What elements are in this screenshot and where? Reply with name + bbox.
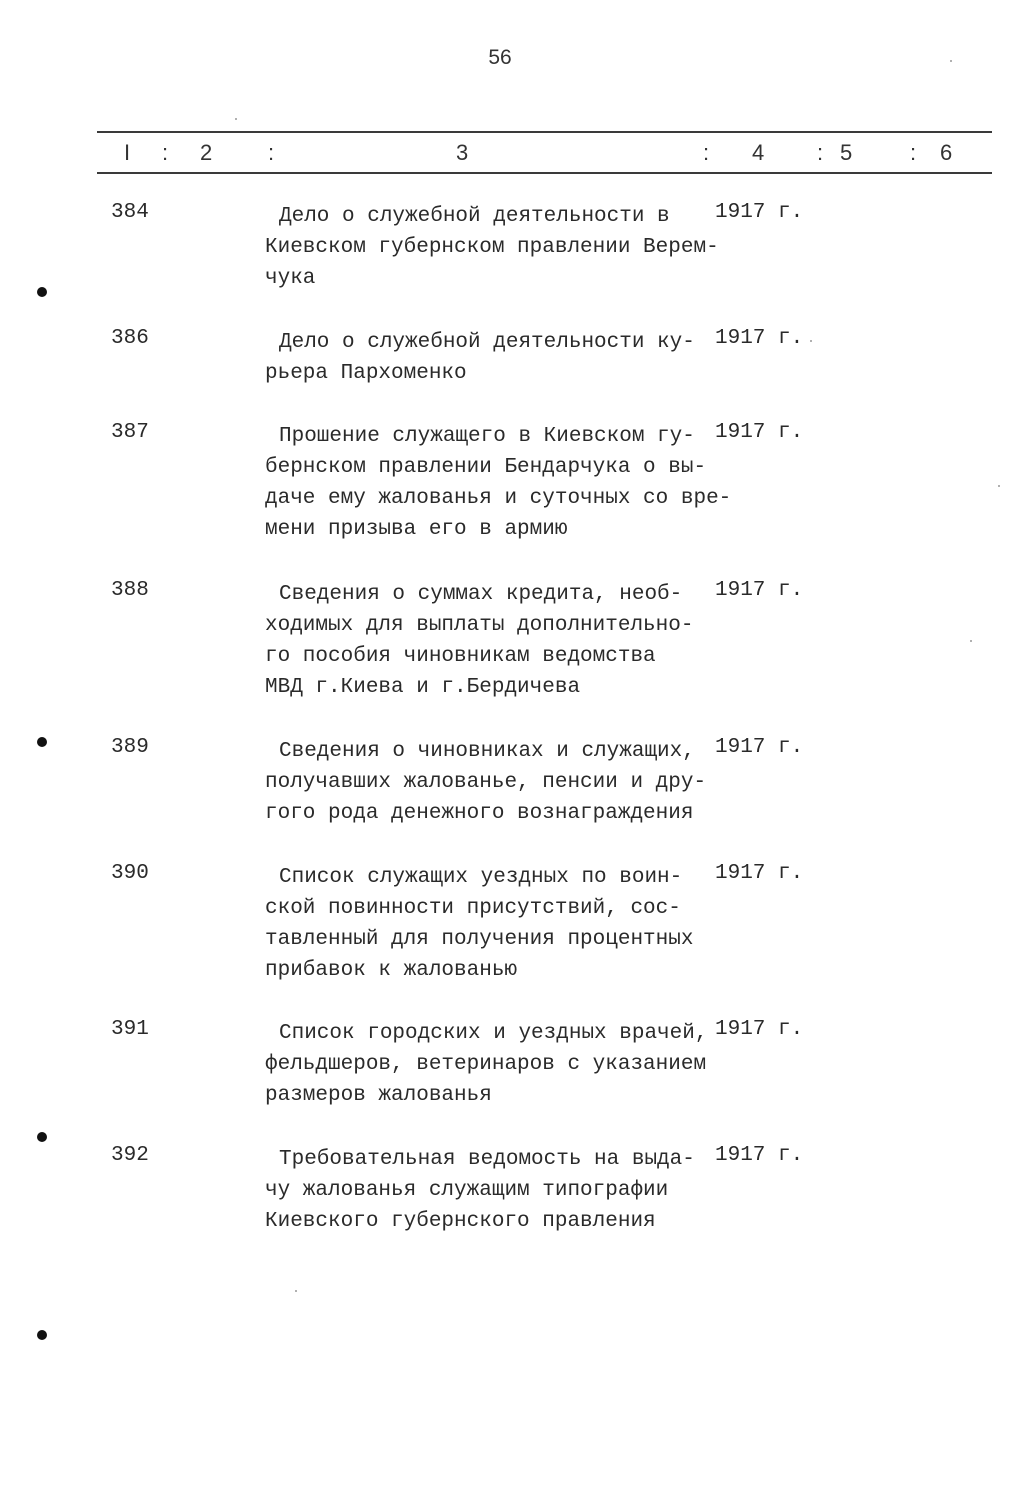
punch-hole xyxy=(37,737,47,747)
entry-description-line: рьера Пархоменко xyxy=(265,362,467,385)
punch-hole xyxy=(37,287,47,297)
entry-description-line: Список служащих уездных по воин- xyxy=(279,866,683,889)
column-separator: : xyxy=(162,140,169,165)
column-header-4: 4 xyxy=(752,140,765,165)
entry-description-line: тавленный для получения процентных xyxy=(265,928,694,951)
entry-description-line: Киевском губернском правлении Верем- xyxy=(265,236,719,259)
entry-year: 1917 г. xyxy=(715,421,804,444)
column-separator: : xyxy=(268,140,275,165)
entry-number: 388 xyxy=(111,579,149,602)
paper-speck xyxy=(950,60,952,62)
entry-description xyxy=(265,421,732,545)
column-header-2: 2 xyxy=(200,140,213,165)
entry-description-line: получавших жалованье, пенсии и дру- xyxy=(265,771,707,794)
entry-description xyxy=(265,1144,725,1237)
column-separator: : xyxy=(910,140,917,165)
paper-speck xyxy=(235,118,237,120)
entry-year: 1917 г. xyxy=(715,1018,804,1041)
entry-description xyxy=(265,736,725,829)
column-header-1: I xyxy=(124,140,131,165)
paper-speck xyxy=(810,340,812,342)
entry-description-line: МВД г.Киева и г.Бердичева xyxy=(265,676,581,699)
entry-description xyxy=(265,201,725,294)
entry-number: 391 xyxy=(111,1018,149,1041)
entry-description-line: Сведения о чиновниках и служащих, xyxy=(279,740,695,763)
entry-number: 386 xyxy=(111,327,149,350)
entry-description xyxy=(265,1018,725,1111)
entry-description xyxy=(265,579,725,703)
entry-number: 384 xyxy=(111,201,149,224)
entry-number: 389 xyxy=(111,736,149,759)
column-header-6: 6 xyxy=(940,140,953,165)
entry-description xyxy=(265,862,725,986)
paper-speck xyxy=(970,640,972,642)
entry-year: 1917 г. xyxy=(715,1144,804,1167)
entry-description-line: Киевского губернского правления xyxy=(265,1210,656,1233)
entry-year: 1917 г. xyxy=(715,736,804,759)
entry-number: 390 xyxy=(111,862,149,885)
page-number: 56 xyxy=(488,46,512,69)
paper-speck xyxy=(998,485,1000,487)
header-top-rule xyxy=(97,131,992,133)
entry-description-line: даче ему жалованья и суточных со вре- xyxy=(265,487,732,510)
punch-hole xyxy=(37,1330,47,1340)
punch-hole xyxy=(37,1132,47,1142)
header-bottom-rule xyxy=(97,172,992,174)
entry-description-line: Дело о служебной деятельности в xyxy=(279,205,670,228)
entry-description-line: Требовательная ведомость на выда- xyxy=(279,1148,695,1171)
entry-description-line: Дело о служебной деятельности ку- xyxy=(279,331,695,354)
column-header-5: 5 xyxy=(840,140,853,165)
entry-description-line: мени призыва его в армию xyxy=(265,518,568,541)
entry-description-line: Сведения о суммах кредита, необ- xyxy=(279,583,683,606)
entry-year: 1917 г. xyxy=(715,862,804,885)
entry-description-line: размеров жалованья xyxy=(265,1084,492,1107)
entry-description-line: ходимых для выплаты дополнительно- xyxy=(265,614,694,637)
entry-description-line: Список городских и уездных врачей, xyxy=(279,1022,708,1045)
paper-speck xyxy=(295,1290,297,1292)
entry-year: 1917 г. xyxy=(715,327,804,350)
entry-description-line: бернском правлении Бендарчука о вы- xyxy=(265,456,707,479)
entry-year: 1917 г. xyxy=(715,579,804,602)
column-header-3: 3 xyxy=(456,140,469,165)
entry-description-line: ской повинности присутствий, сос- xyxy=(265,897,681,920)
entry-number: 392 xyxy=(111,1144,149,1167)
entry-description-line: гого рода денежного вознаграждения xyxy=(265,802,694,825)
entry-description-line: го пособия чиновникам ведомства xyxy=(265,645,656,668)
entry-description xyxy=(265,327,725,389)
column-separator: : xyxy=(817,140,824,165)
entry-description-line: фельдшеров, ветеринаров с указанием xyxy=(265,1053,707,1076)
entry-number: 387 xyxy=(111,421,149,444)
entry-description-line: прибавок к жалованью xyxy=(265,959,518,982)
column-separator: : xyxy=(703,140,710,165)
entry-year: 1917 г. xyxy=(715,201,804,224)
entry-description-line: Прошение служащего в Киевском гу- xyxy=(279,425,695,448)
entry-description-line: чу жалованья служащим типографии xyxy=(265,1179,669,1202)
entry-description-line: чука xyxy=(265,267,316,290)
